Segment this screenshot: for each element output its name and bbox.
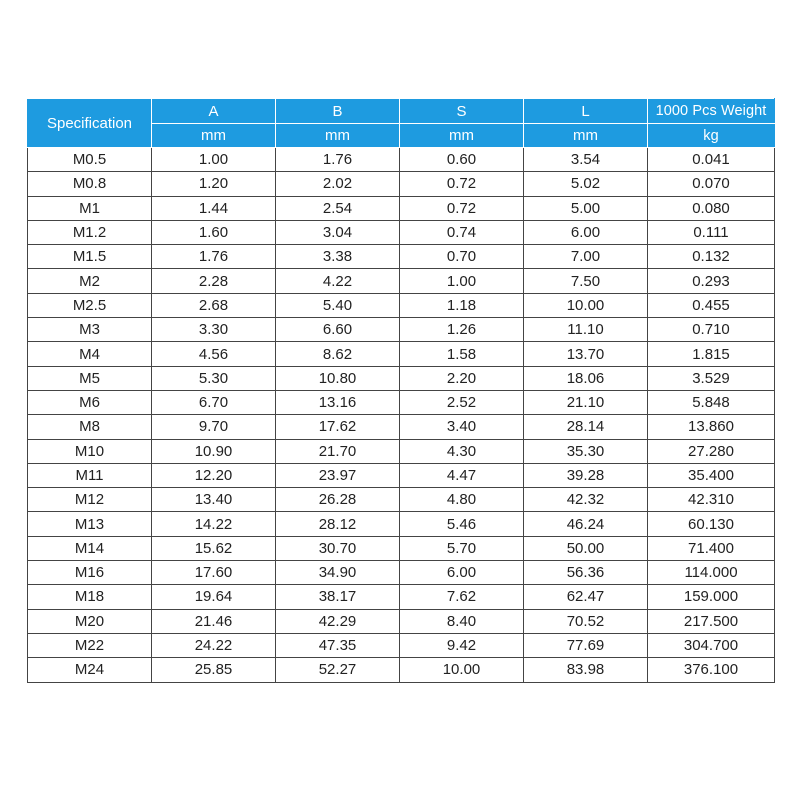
cell-l: 5.02: [524, 172, 648, 196]
cell-spec: M3: [28, 318, 152, 342]
header-l: L: [524, 99, 648, 124]
cell-a: 24.22: [152, 633, 276, 657]
table-row: [28, 536, 775, 560]
cell-weight: 304.700: [648, 633, 775, 657]
cell-s: 0.60: [400, 148, 524, 172]
cell-b: 8.62: [276, 342, 400, 366]
cell-spec: M1.5: [28, 245, 152, 269]
unit-weight: kg: [648, 124, 775, 148]
header-a: A: [152, 99, 276, 124]
table-row: [28, 609, 775, 633]
header-b: B: [276, 99, 400, 124]
cell-a: 13.40: [152, 488, 276, 512]
cell-weight: 0.293: [648, 269, 775, 293]
cell-s: 2.52: [400, 390, 524, 414]
cell-a: 1.76: [152, 245, 276, 269]
cell-a: 15.62: [152, 536, 276, 560]
cell-l: 10.00: [524, 293, 648, 317]
spec-table: [27, 98, 775, 683]
cell-spec: M6: [28, 390, 152, 414]
unit-l: mm: [524, 124, 648, 148]
cell-s: 4.80: [400, 488, 524, 512]
cell-weight: 71.400: [648, 536, 775, 560]
cell-s: 7.62: [400, 585, 524, 609]
cell-spec: M20: [28, 609, 152, 633]
cell-spec: M0.8: [28, 172, 152, 196]
cell-weight: 114.000: [648, 561, 775, 585]
cell-weight: 1.815: [648, 342, 775, 366]
cell-s: 4.47: [400, 463, 524, 487]
table-row: [28, 585, 775, 609]
cell-a: 2.28: [152, 269, 276, 293]
cell-l: 7.50: [524, 269, 648, 293]
cell-l: 13.70: [524, 342, 648, 366]
cell-a: 1.20: [152, 172, 276, 196]
cell-b: 3.38: [276, 245, 400, 269]
table-row: [28, 196, 775, 220]
cell-b: 52.27: [276, 658, 400, 682]
cell-weight: 0.455: [648, 293, 775, 317]
unit-a: mm: [152, 124, 276, 148]
cell-weight: 0.070: [648, 172, 775, 196]
table-row: [28, 366, 775, 390]
cell-a: 21.46: [152, 609, 276, 633]
cell-l: 42.32: [524, 488, 648, 512]
cell-a: 19.64: [152, 585, 276, 609]
cell-l: 70.52: [524, 609, 648, 633]
table-row: [28, 390, 775, 414]
table-row: [28, 415, 775, 439]
cell-a: 3.30: [152, 318, 276, 342]
cell-s: 6.00: [400, 561, 524, 585]
cell-l: 39.28: [524, 463, 648, 487]
cell-weight: 376.100: [648, 658, 775, 682]
cell-s: 3.40: [400, 415, 524, 439]
cell-spec: M13: [28, 512, 152, 536]
cell-spec: M2.5: [28, 293, 152, 317]
table-row: [28, 220, 775, 244]
cell-l: 77.69: [524, 633, 648, 657]
cell-spec: M18: [28, 585, 152, 609]
cell-weight: 3.529: [648, 366, 775, 390]
table-row: [28, 633, 775, 657]
cell-b: 34.90: [276, 561, 400, 585]
cell-l: 18.06: [524, 366, 648, 390]
cell-l: 62.47: [524, 585, 648, 609]
cell-weight: 0.041: [648, 148, 775, 172]
header-specification: Specification: [28, 99, 152, 148]
cell-spec: M4: [28, 342, 152, 366]
cell-b: 38.17: [276, 585, 400, 609]
cell-spec: M12: [28, 488, 152, 512]
unit-s: mm: [400, 124, 524, 148]
cell-a: 1.44: [152, 196, 276, 220]
cell-b: 5.40: [276, 293, 400, 317]
cell-s: 0.72: [400, 196, 524, 220]
cell-spec: M24: [28, 658, 152, 682]
cell-b: 1.76: [276, 148, 400, 172]
cell-b: 28.12: [276, 512, 400, 536]
cell-weight: 159.000: [648, 585, 775, 609]
cell-a: 1.00: [152, 148, 276, 172]
cell-s: 2.20: [400, 366, 524, 390]
header-row-names: [28, 99, 775, 124]
cell-b: 21.70: [276, 439, 400, 463]
cell-b: 13.16: [276, 390, 400, 414]
cell-s: 1.26: [400, 318, 524, 342]
table-row: [28, 439, 775, 463]
cell-spec: M14: [28, 536, 152, 560]
cell-spec: M22: [28, 633, 152, 657]
table-row: [28, 293, 775, 317]
cell-s: 5.46: [400, 512, 524, 536]
cell-weight: 0.710: [648, 318, 775, 342]
cell-a: 1.60: [152, 220, 276, 244]
cell-l: 28.14: [524, 415, 648, 439]
cell-weight: 42.310: [648, 488, 775, 512]
cell-b: 10.80: [276, 366, 400, 390]
table-body: [28, 148, 775, 683]
cell-s: 0.72: [400, 172, 524, 196]
unit-b: mm: [276, 124, 400, 148]
cell-l: 5.00: [524, 196, 648, 220]
cell-s: 9.42: [400, 633, 524, 657]
table-row: [28, 269, 775, 293]
cell-l: 46.24: [524, 512, 648, 536]
cell-a: 4.56: [152, 342, 276, 366]
cell-s: 4.30: [400, 439, 524, 463]
cell-b: 30.70: [276, 536, 400, 560]
cell-spec: M5: [28, 366, 152, 390]
table-row: [28, 245, 775, 269]
cell-b: 17.62: [276, 415, 400, 439]
table-row: [28, 172, 775, 196]
table-row: [28, 318, 775, 342]
cell-spec: M8: [28, 415, 152, 439]
cell-b: 3.04: [276, 220, 400, 244]
cell-a: 6.70: [152, 390, 276, 414]
cell-s: 8.40: [400, 609, 524, 633]
cell-weight: 217.500: [648, 609, 775, 633]
cell-a: 9.70: [152, 415, 276, 439]
cell-b: 26.28: [276, 488, 400, 512]
cell-spec: M2: [28, 269, 152, 293]
table-row: [28, 463, 775, 487]
cell-l: 35.30: [524, 439, 648, 463]
table-row: [28, 561, 775, 585]
cell-b: 42.29: [276, 609, 400, 633]
cell-spec: M11: [28, 463, 152, 487]
cell-spec: M10: [28, 439, 152, 463]
cell-l: 50.00: [524, 536, 648, 560]
cell-spec: M1: [28, 196, 152, 220]
cell-b: 23.97: [276, 463, 400, 487]
cell-s: 0.74: [400, 220, 524, 244]
cell-spec: M1.2: [28, 220, 152, 244]
cell-l: 11.10: [524, 318, 648, 342]
cell-b: 2.02: [276, 172, 400, 196]
cell-l: 6.00: [524, 220, 648, 244]
cell-b: 6.60: [276, 318, 400, 342]
cell-weight: 0.132: [648, 245, 775, 269]
header-weight: 1000 Pcs Weight: [648, 99, 775, 124]
cell-s: 1.58: [400, 342, 524, 366]
cell-l: 21.10: [524, 390, 648, 414]
cell-weight: 27.280: [648, 439, 775, 463]
cell-s: 0.70: [400, 245, 524, 269]
cell-s: 10.00: [400, 658, 524, 682]
cell-b: 47.35: [276, 633, 400, 657]
cell-l: 56.36: [524, 561, 648, 585]
cell-a: 25.85: [152, 658, 276, 682]
cell-weight: 0.080: [648, 196, 775, 220]
header-s: S: [400, 99, 524, 124]
table-row: [28, 148, 775, 172]
cell-s: 1.00: [400, 269, 524, 293]
cell-spec: M0.5: [28, 148, 152, 172]
table-row: [28, 512, 775, 536]
cell-l: 83.98: [524, 658, 648, 682]
cell-a: 14.22: [152, 512, 276, 536]
cell-spec: M16: [28, 561, 152, 585]
table-header: [28, 99, 775, 148]
cell-weight: 0.111: [648, 220, 775, 244]
cell-weight: 5.848: [648, 390, 775, 414]
table-row: [28, 342, 775, 366]
cell-l: 3.54: [524, 148, 648, 172]
table-row: [28, 488, 775, 512]
cell-b: 4.22: [276, 269, 400, 293]
cell-a: 5.30: [152, 366, 276, 390]
cell-a: 10.90: [152, 439, 276, 463]
cell-weight: 13.860: [648, 415, 775, 439]
cell-l: 7.00: [524, 245, 648, 269]
cell-a: 12.20: [152, 463, 276, 487]
cell-b: 2.54: [276, 196, 400, 220]
cell-a: 2.68: [152, 293, 276, 317]
cell-weight: 35.400: [648, 463, 775, 487]
cell-s: 5.70: [400, 536, 524, 560]
cell-a: 17.60: [152, 561, 276, 585]
cell-weight: 60.130: [648, 512, 775, 536]
cell-s: 1.18: [400, 293, 524, 317]
spec-table-container: [27, 98, 774, 683]
table-row: [28, 658, 775, 682]
